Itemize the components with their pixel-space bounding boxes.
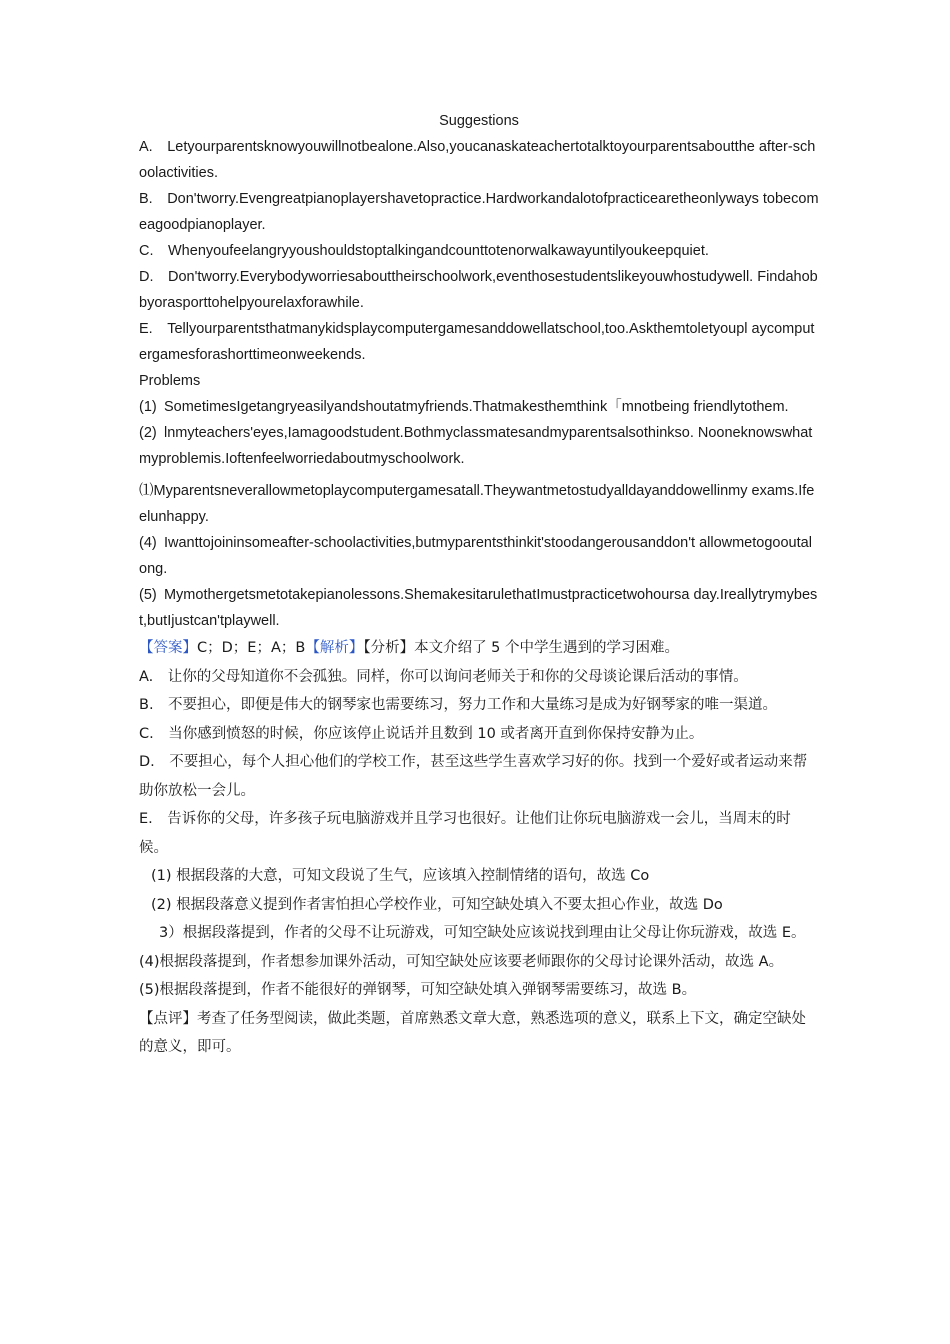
explanation-1: (1) 根据段落的大意，可知文段说了生气，应该填入控制情绪的语句，故选 Co [151, 868, 650, 884]
suggestion-a: A. Letyourparentsknowyouwillnotbealone.Also,youcanaskateachertotalktoyourparentsaboutthe after-schoolactivities. [139, 139, 816, 181]
analysis-label: 【解析】 [305, 640, 364, 656]
document-page [139, 108, 819, 1062]
answer-value: C；D；E；A；B [197, 640, 306, 656]
problems-heading: Problems [139, 373, 201, 389]
answer-section [139, 634, 819, 1062]
problem-5: (5) Mymothergetsmetotakepianolessons.ShemakesitarulethatImustpracticetwohoursa day.Ireallytrymybest,butIjustcan'tplaywell. [139, 587, 818, 629]
suggestions-list [139, 134, 819, 634]
answer-label: 【答案】 [139, 640, 197, 656]
problem-4: (4) Iwanttojoininsomeafter-schoolactivities,butmyparentsthinkit'stoodangerousanddon't allowmetogooutalong. [139, 535, 812, 577]
answer-line [139, 634, 819, 663]
problem-3: ⑴Myparentsneverallowmetoplaycomputergamesatall.Theywantmetostudyalldayanddowellinmy exams.Ifeelunhappy. [139, 483, 815, 525]
suggestion-b: B. Don'tworry.Evengreatpianoplayershavetopractice.Hardworkandalotofpracticearetheonlyways tobecomeagoodpianoplayer. [139, 191, 819, 233]
comment: 【点评】考查了任务型阅读，做此类题，首席熟悉文章大意，熟悉选项的意义，联系上下文，确定空缺处的意义，即可。 [139, 1010, 806, 1055]
explanation-3: 3）根据段落提到，作者的父母不让玩游戏，可知空缺处应该说找到理由让父母让你玩游戏，故选 E。 [159, 925, 806, 941]
translation-c: C. 当你感到愤怒的时候，你应该停止说话并且数到 10 或者离开直到你保持安静为止。 [139, 725, 704, 742]
problem-1: (1) SometimesIgetangryeasilyandshoutatmyfriends.Thatmakesthemthink「mnotbeing friendlytothem. [139, 399, 789, 415]
analysis-text: 【分析】本文介绍了 5 个中学生遇到的学习困难。 [363, 640, 680, 656]
explanation-4: (4)根据段落提到，作者想参加课外活动，可知空缺处应该要老师跟你的父母讨论课外活动，故选 A。 [139, 953, 784, 970]
translation-a: A. 让你的父母知道你不会孤独。同样，你可以询问老师关于和你的父母谈论课后活动的事情。 [139, 668, 748, 685]
explanation-2: (2) 根据段落意义提到作者害怕担心学校作业，可知空缺处填入不要太担心作业，故选 Do [151, 896, 723, 913]
explanation-5: (5)根据段落提到，作者不能很好的弹钢琴，可知空缺处填入弹钢琴需要练习，故选 B。 [139, 982, 697, 998]
translation-e: E. 告诉你的父母，许多孩子玩电脑游戏并且学习也很好。让他们让你玩电脑游戏一会儿，当周末的时候。 [139, 811, 791, 856]
translation-b: B. 不要担心，即便是伟大的钢琴家也需要练习，努力工作和大量练习是成为好钢琴家的唯一渠道。 [139, 697, 778, 713]
translation-d: D. 不要担心，每个人担心他们的学校工作，甚至这些学生喜欢学习好的你。找到一个爱好或者运动来帮助你放松一会儿。 [139, 754, 808, 799]
suggestion-e: E. Tellyourparentsthatmanykidsplaycomputergamesanddowellatschool,too.Askthemtoletyoupl aycomputergamesforashorttimeonweekends. [139, 321, 815, 363]
problem-2: (2) lnmyteachers'eyes,Iamagoodstudent.Bothmyclassmatesandmyparentsalsothinkso. Nooneknowswhatmyproblemis.Ioftenfeelworriedaboutmyschoolwork. [139, 425, 813, 467]
suggestions-title: Suggestions [439, 113, 519, 129]
suggestion-c: C. Whenyoufeelangryyoushouldstoptalkingandcounttotenorwalkawayuntilyoukeepquiet. [139, 243, 709, 259]
suggestion-d: D. Don'tworry.Everybodyworriesabouttheirschoolwork,eventhosestudentslikeyouwhostudywell. Findahobbyorasporttohelpyourelaxforawhile. [139, 269, 818, 311]
